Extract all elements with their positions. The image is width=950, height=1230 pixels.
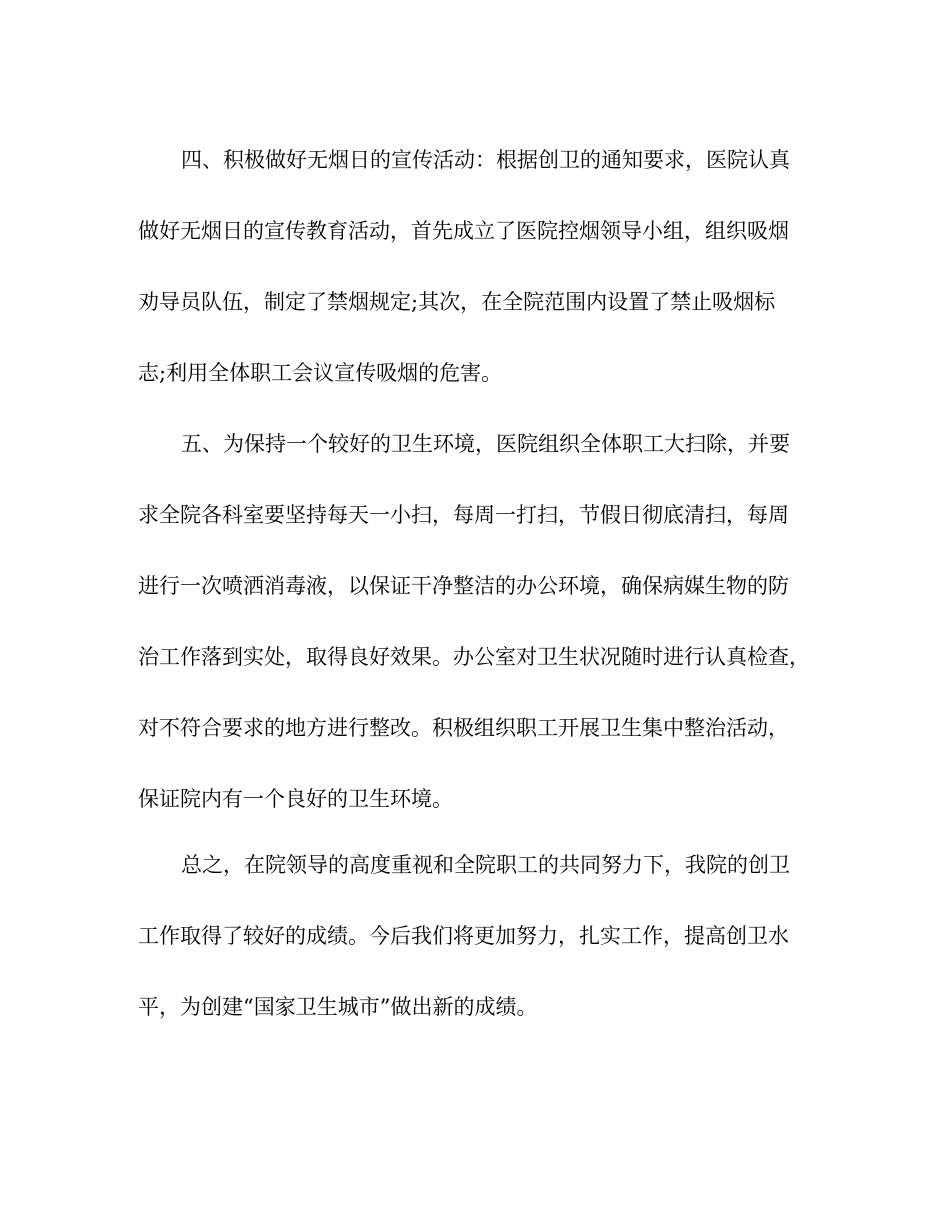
- text-line: 平，为创建“国家卫生城市”做出新的成绩。: [138, 995, 538, 1019]
- text-line: 做好无烟日的宣传教育活动，首先成立了医院控烟领导小组，组织吸烟: [138, 219, 789, 243]
- text-line: 治工作落到实处，取得良好效果。办公室对卫生状况随时进行认真检查，: [138, 645, 810, 669]
- text-line: 保证院内有一个良好的卫生环境。: [138, 787, 453, 811]
- text-line: 对不符合要求的地方进行整改。积极组织职工开展卫生集中整治活动，: [138, 716, 789, 740]
- text-line: 五、为保持一个较好的卫生环境，医院组织全体职工大扫除，并要: [181, 432, 790, 456]
- text-line: 四、积极做好无烟日的宣传活动：根据创卫的通知要求，医院认真: [181, 148, 790, 172]
- text-line: 进行一次喷洒消毒液，以保证干净整洁的办公环境，确保病媒生物的防: [138, 574, 789, 598]
- text-line: 总之，在院领导的高度重视和全院职工的共同努力下，我院的创卫: [181, 853, 790, 877]
- text-line: 劝导员队伍，制定了禁烟规定;其次，在全院范围内设置了禁止吸烟标: [138, 290, 776, 314]
- text-line: 志;利用全体职工会议宣传吸烟的危害。: [138, 361, 503, 385]
- text-line: 工作取得了较好的成绩。今后我们将更加努力，扎实工作，提高创卫水: [138, 924, 789, 948]
- text-line: 求全院各科室要坚持每天一小扫，每周一打扫，节假日彻底清扫，每周: [138, 503, 789, 527]
